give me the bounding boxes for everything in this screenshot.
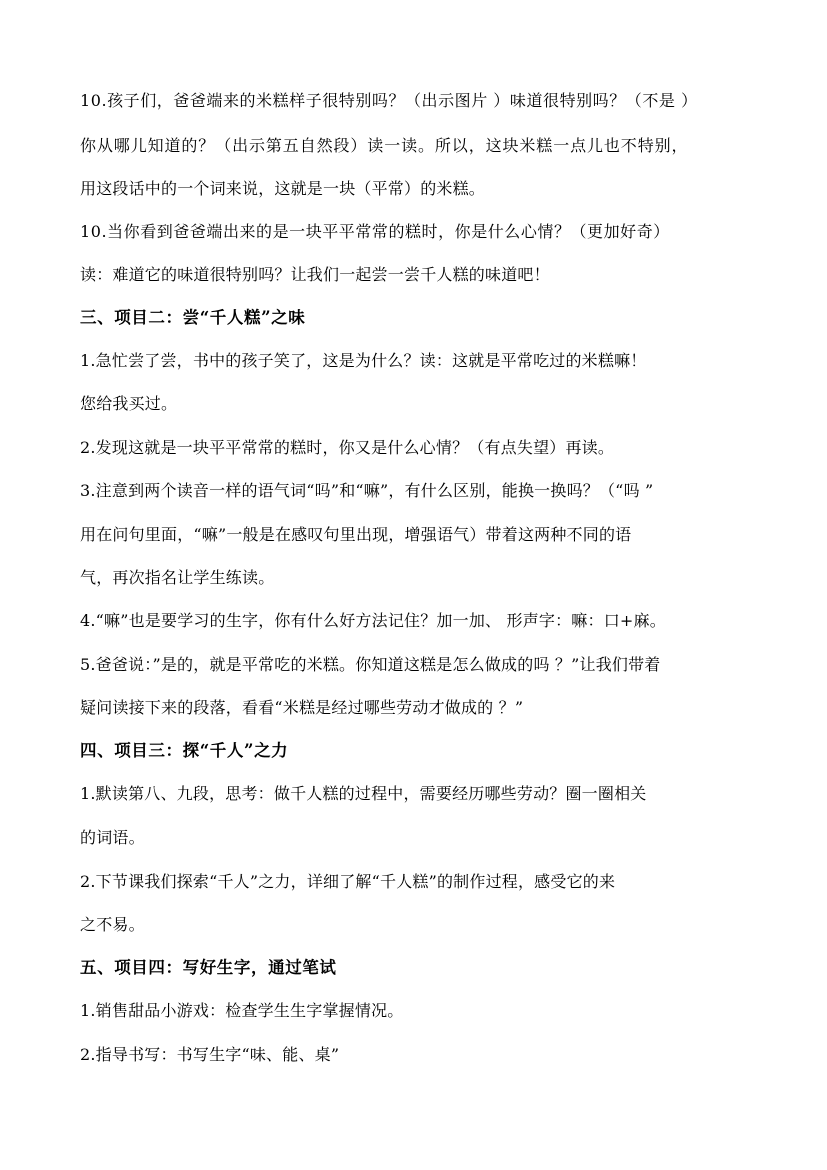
paragraph-line-17: 2.下节课我们探索“千人”之力，详细了解“千人糕”的制作过程，感受它的来: [80, 872, 616, 891]
paragraph-line-3: 用这段话中的一个词来说，这就是一块（平常）的米糕。: [80, 179, 486, 198]
paragraph-line-7: 您给我买过。: [80, 394, 178, 413]
section-heading-3: 四、项目三：探“千人”之力: [80, 741, 289, 760]
paragraph-line-11: 气，再次指名让学生练读。: [80, 568, 275, 587]
section-heading-4: 五、项目四：写好生字，通过笔试: [80, 958, 337, 977]
paragraph-line-19: 1.销售甜品小游戏：检查学生生字掌握情况。: [80, 1001, 404, 1020]
paragraph-line-10: 用在问句里面，“嘛”一般是在感叹句里出现，增强语气）带着这两种不同的语: [80, 525, 632, 544]
paragraph-line-16: 的词语。: [80, 828, 145, 847]
paragraph-line-9: 3.注意到两个读音一样的语气词“吗”和“嘛”，有什么区别，能换一换吗？（“吗 ”: [80, 481, 654, 500]
paragraph-line-5: 读：难道它的味道很特别吗？让我们一起尝一尝千人糕的味道吧！: [80, 265, 550, 284]
paragraph-line-1: 10.孩子们，爸爸端来的米糕样子很特别吗？（出示图片 ）味道很特别吗？（不是 ）: [80, 91, 698, 110]
paragraph-line-18: 之不易。: [80, 915, 145, 934]
paragraph-line-13: 5.爸爸说：”是的，就是平常吃的米糕。你知道这糕是怎么做成的吗 ？”让我们带着: [80, 655, 661, 674]
paragraph-line-4: 10.当你看到爸爸端出来的是一块平平常常的糕时，你是什么心情？（更加好奇）: [80, 222, 670, 241]
paragraph-line-20: 2.指导书写：书写生字“味、能、桌”: [80, 1045, 340, 1064]
paragraph-line-15: 1.默读第八、九段，思考：做千人糕的过程中，需要经历哪些劳动？圈一圈相关: [80, 784, 647, 803]
paragraph-line-6: 1.急忙尝了尝，书中的孩子笑了，这是为什么？读：这就是平常吃过的米糕嘛！: [80, 351, 647, 370]
section-heading-2: 三、项目二：尝“千人糕”之味: [80, 308, 306, 327]
paragraph-line-14: 疑问读接下来的段落，看看“米糕是经过哪些劳动才做成的 ？”: [80, 698, 524, 717]
paragraph-line-2: 你从哪儿知道的？（出示第五自然段）读一读。所以，这块米糕一点儿也不特别，: [80, 136, 689, 155]
paragraph-line-12: 4.“嘛”也是要学习的生字，你有什么好方法记住？加一加、 形声字：嘛：口+麻。: [80, 611, 666, 630]
paragraph-line-8: 2.发现这就是一块平平常常的糕时，你又是什么心情？（有点失望）再读。: [80, 438, 615, 457]
